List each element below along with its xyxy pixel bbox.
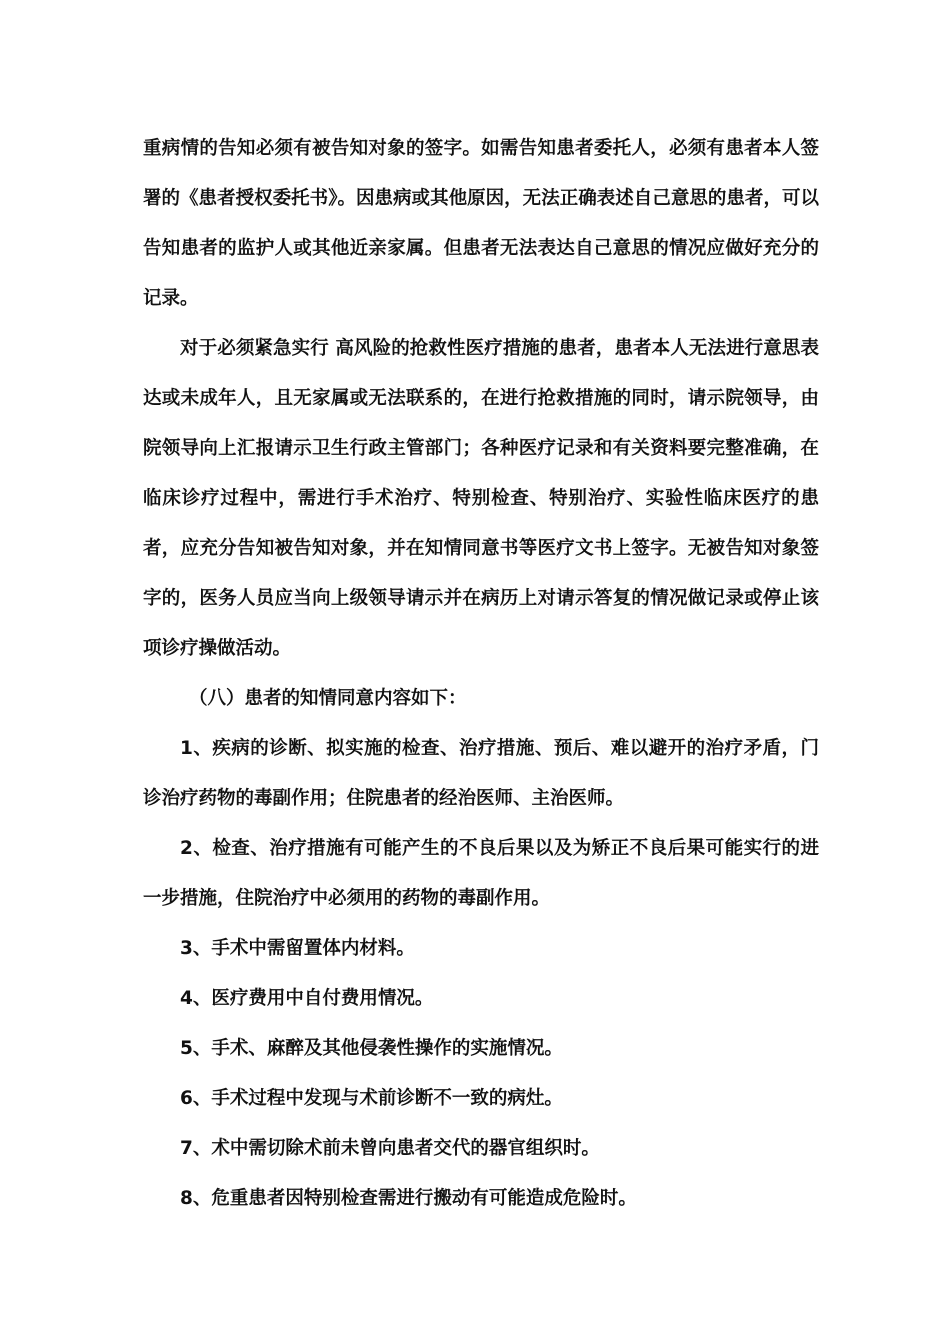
list-item-1: 1、疾病的诊断、拟实施的检查、治疗措施、预后、难以避开的治疗矛盾，门诊治疗药物的毒副作用；住院患者的经治医师、主治医师。 [143,738,819,809]
paragraph-emergency-measures: 对于必须紧急实行 高风险的抢救性医疗措施的患者，患者本人无法进行意思表达或未成年人，且无家属或无法联系的，在进行抢救措施的同时，请示院领导，由院领导向上汇报请示卫生行政主管部门；各种医疗记录和有关资料要完整准确，在临床诊疗过程中，需进行手术治疗、特别检查、特别治疗、实验性临床医疗的患者，应充分告知被告知对象，并在知情同意书等医疗文书上签字。无被告知对象签字的，医务人员应当向上级领导请示并在病历上对请示答复的情况做记录或停止该项诊疗操做活动。 [143,338,819,659]
list-item-4: 4、医疗费用中自付费用情况。 [180,988,434,1009]
list-item-6: 6、手术过程中发现与术前诊断不一致的病灶。 [180,1088,563,1109]
list-item-7: 7、术中需切除术前未曾向患者交代的器官组织时。 [180,1138,600,1159]
list-item-3: 3、手术中需留置体内材料。 [180,938,415,959]
paragraph-consent-signature: 重病情的告知必须有被告知对象的签字。如需告知患者委托人，必须有患者本人签署的《患者授权委托书》。因患病或其他原因，无法正确表述自己意思的患者，可以告知患者的监护人或其他近亲家属。但患者无法表达自己意思的情况应做好充分的记录。 [143,138,819,309]
list-item-8: 8、危重患者因特别检查需进行搬动有可能造成危险时。 [180,1188,637,1209]
list-item-5: 5、手术、麻醉及其他侵袭性操作的实施情况。 [180,1038,563,1059]
list-item-2: 2、检查、治疗措施有可能产生的不良后果以及为矫正不良后果可能实行的进一步措施，住院治疗中必须用的药物的毒副作用。 [143,838,819,909]
section-heading-consent-content: （八）患者的知情同意内容如下： [189,688,467,709]
document-body [143,124,819,1224]
